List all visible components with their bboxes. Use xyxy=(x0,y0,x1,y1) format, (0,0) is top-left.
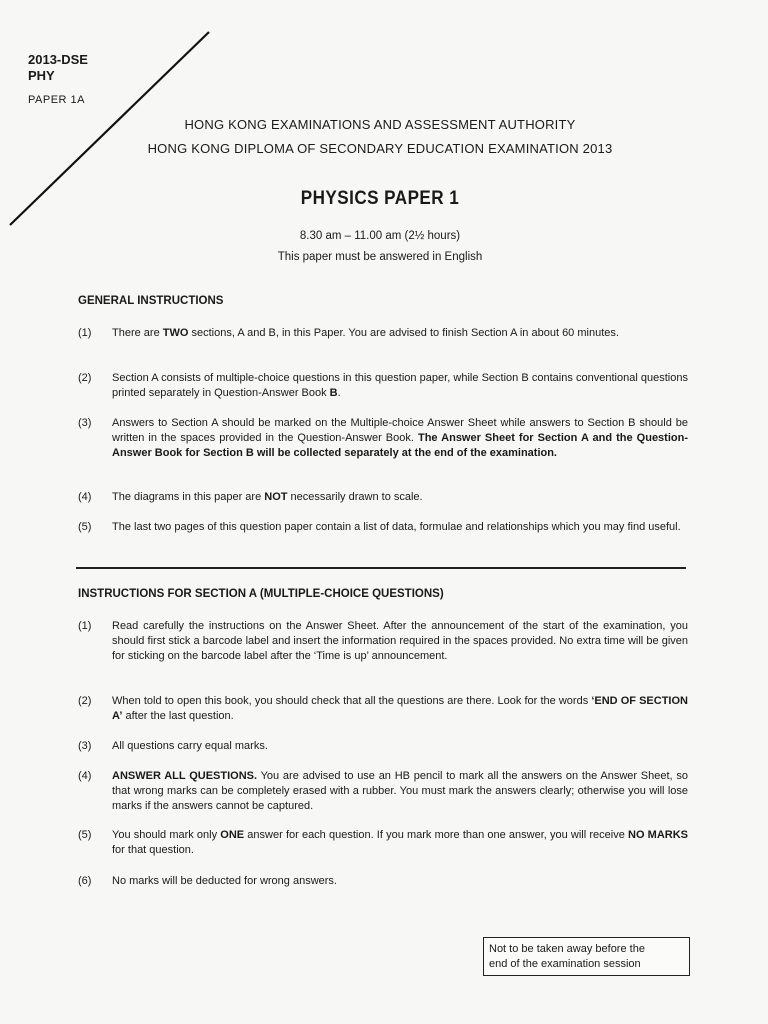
item-number: (4) xyxy=(78,491,92,503)
item-text: You should mark only ONE answer for each question. If you mark more than one answer, you will receive NO MARKS for that question. xyxy=(112,829,689,856)
authority-line-1: HONG KONG EXAMINATIONS AND ASSESSMENT AUTHORITY xyxy=(184,117,576,132)
general-item-5 xyxy=(78,520,688,535)
item-number: (1) xyxy=(78,327,92,339)
exam-time: 8.30 am – 11.00 am (2½ hours) xyxy=(299,230,461,242)
notice-line-2: end of the examination session xyxy=(489,958,641,970)
item-number: (5) xyxy=(78,521,92,533)
section-a-heading: INSTRUCTIONS FOR SECTION A (MULTIPLE-CHOICE QUESTIONS) xyxy=(78,588,444,600)
emphasis: TWO xyxy=(162,327,189,339)
paper-code: PAPER 1A xyxy=(28,94,85,106)
item-number: (3) xyxy=(78,740,92,752)
item-number: (5) xyxy=(78,829,92,841)
emphasis: The Answer Sheet for Section A and the Question-Answer Book for Section B will be collected separately at the end of the examination. xyxy=(112,432,688,459)
general-item-2 xyxy=(78,371,688,401)
general-item-4 xyxy=(78,490,688,505)
section-a-item-4 xyxy=(78,769,688,814)
item-number: (4) xyxy=(78,770,92,782)
item-text: No marks will be deducted for wrong answers. xyxy=(112,875,337,887)
item-number: (6) xyxy=(78,875,92,887)
item-text: ANSWER ALL QUESTIONS. You are advised to use an HB pencil to mark all the answers on the Answer Sheet, so that wrong marks can be completely erased with a rubber. You must mark the answers clearly; otherwise you will lose marks if the answers cannot be captured. xyxy=(112,770,688,812)
notice-line-1: Not to be taken away before the xyxy=(489,943,645,955)
section-a-item-5 xyxy=(78,828,688,858)
item-text: There are TWO sections, A and B, in this Paper. You are advised to finish Section A in about 60 minutes. xyxy=(112,327,619,339)
item-text: The diagrams in this paper are NOT necessarily drawn to scale. xyxy=(112,491,423,503)
authority-line-2: HONG KONG DIPLOMA OF SECONDARY EDUCATION EXAMINATION 2013 xyxy=(147,141,613,156)
item-text: Section A consists of multiple-choice questions in this question paper, while Section B contains conventional questions printed separately in Question-Answer Book B. xyxy=(112,372,688,399)
section-a-item-2 xyxy=(78,694,688,724)
item-number: (2) xyxy=(78,372,92,384)
item-text: Answers to Section A should be marked on the Multiple-choice Answer Sheet while answers to Section B should be written in the spaces provided in the Question-Answer Book. The Answer Sheet for Section A and the Question-Answer Book for Section B will be collected separately at the end of the examination. xyxy=(112,417,688,459)
emphasis: NO MARKS xyxy=(628,829,689,841)
year-code: 2013-DSE xyxy=(28,52,88,67)
section-a-item-6 xyxy=(78,874,688,889)
section-a-item-3 xyxy=(78,739,688,754)
general-instructions-heading: GENERAL INSTRUCTIONS xyxy=(78,295,224,307)
emphasis: NOT xyxy=(264,491,288,503)
section-divider xyxy=(76,567,686,569)
item-text: When told to open this book, you should check that all the questions are there. Look for the words ‘END OF SECTION A’ after the last question. xyxy=(112,695,688,722)
emphasis: ANSWER ALL QUESTIONS. xyxy=(112,770,258,782)
emphasis: ‘END OF SECTION A’ xyxy=(112,695,688,722)
item-number: (1) xyxy=(78,620,92,632)
emphasis: B xyxy=(329,387,338,399)
item-number: (3) xyxy=(78,417,92,429)
section-a-item-1 xyxy=(78,619,688,664)
general-item-3 xyxy=(78,416,688,461)
item-text: All questions carry equal marks. xyxy=(112,740,268,752)
item-text: Read carefully the instructions on the Answer Sheet. After the announcement of the start of the examination, you should first stick a barcode label and insert the information required in the spaces provided. No extra time will be given for sticking on the barcode label after the ‘Time is up’ announcement. xyxy=(112,620,688,662)
subject-code: PHY xyxy=(28,68,55,83)
language-note: This paper must be answered in English xyxy=(277,251,483,263)
item-text: The last two pages of this question paper contain a list of data, formulae and relationships which you may find useful. xyxy=(112,521,681,533)
item-number: (2) xyxy=(78,695,92,707)
emphasis: ONE xyxy=(220,829,245,841)
general-item-1 xyxy=(78,326,688,341)
page-title: PHYSICS PAPER 1 xyxy=(300,188,460,209)
notice-box xyxy=(483,937,690,976)
